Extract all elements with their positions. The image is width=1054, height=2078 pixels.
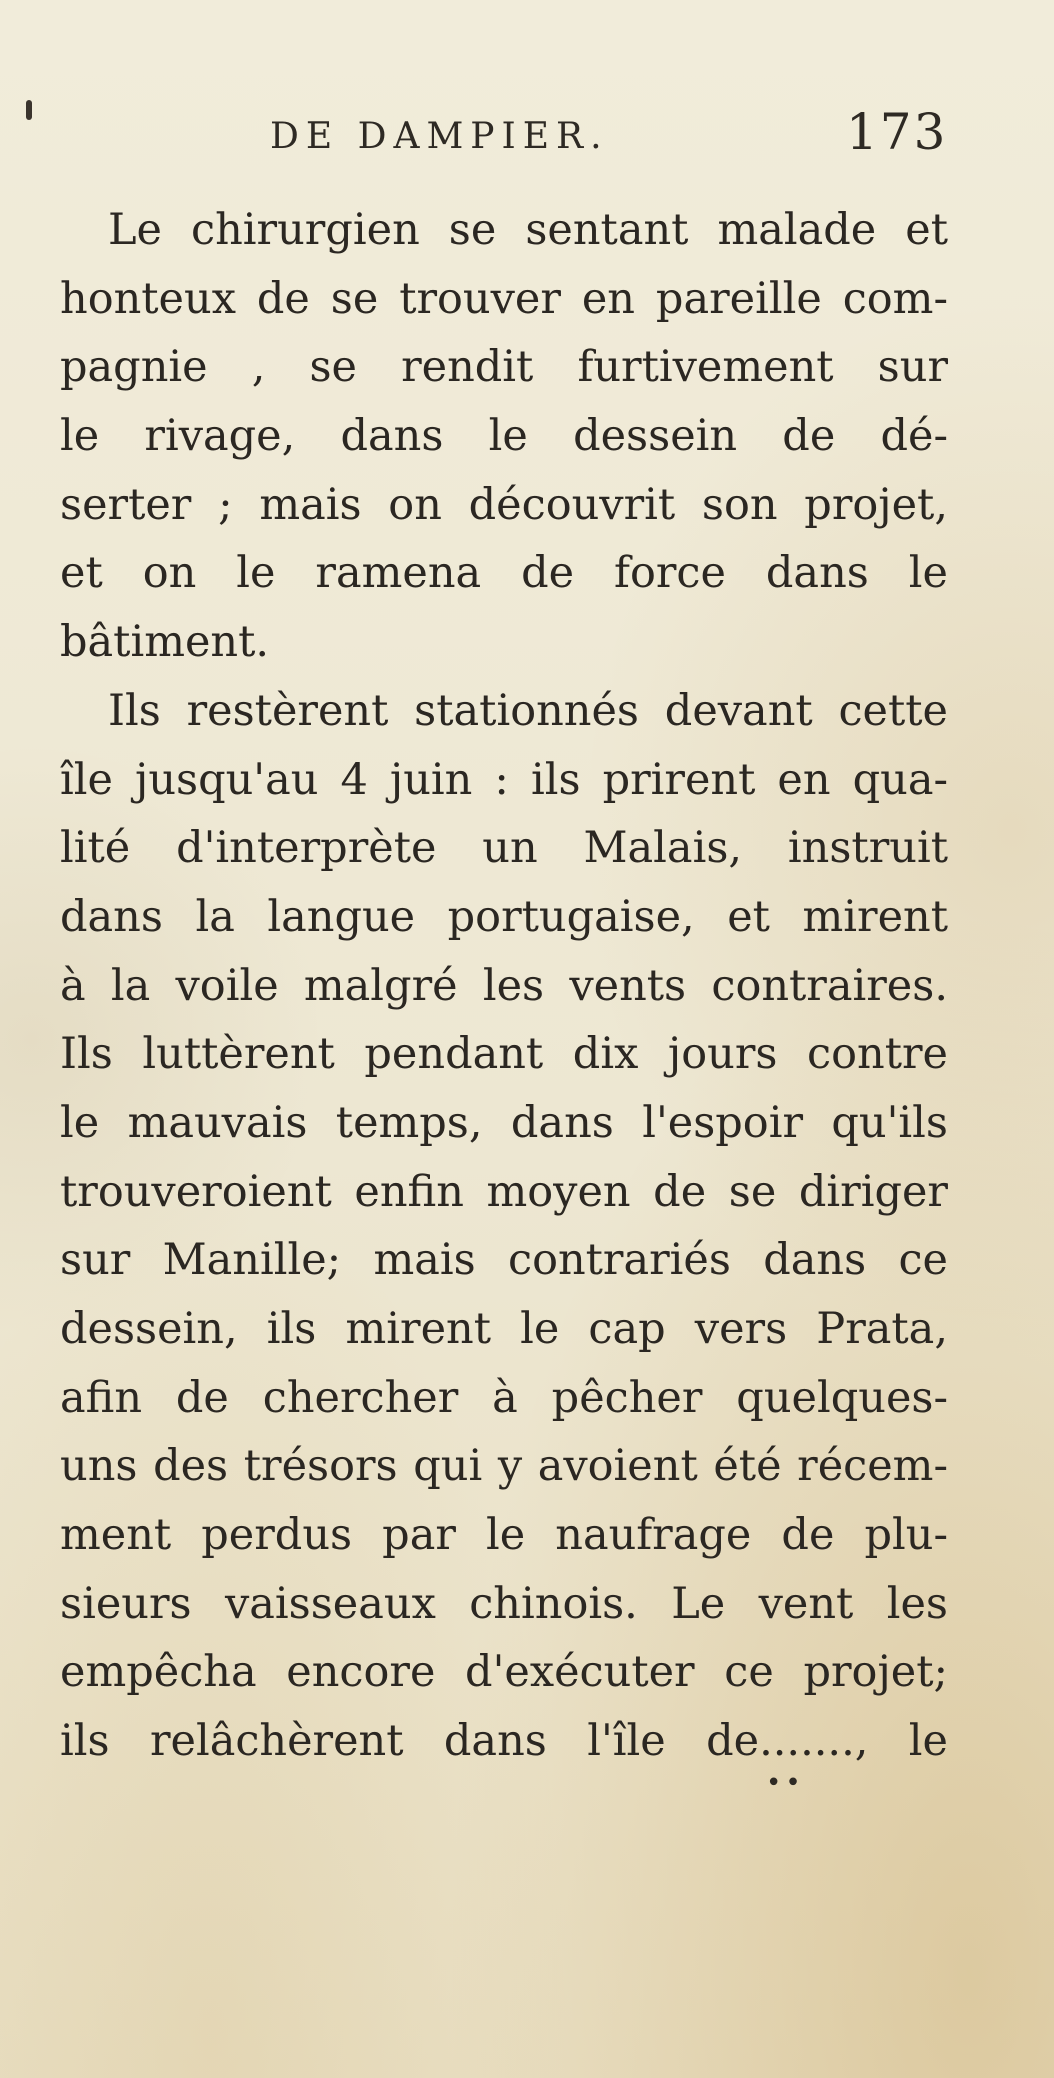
text-line: serter ; mais on découvrit son projet, xyxy=(60,479,948,530)
text-line: empêcha encore d'exécuter ce projet; xyxy=(60,1647,948,1698)
text-line: île jusqu'au 4 juin : ils prirent en qua- xyxy=(60,754,948,805)
text-line: bâtiment. xyxy=(60,617,270,668)
text-line: pagnie , se rendit furtivement sur xyxy=(60,342,948,393)
text-line: le rivage, dans le dessein de dé- xyxy=(60,411,948,462)
page-number: 173 xyxy=(846,103,948,161)
margin-ink-mark xyxy=(26,100,32,120)
text-line: honteux de se trouver en pareille com- xyxy=(60,273,948,324)
text-line: uns des trésors qui y avoient été récem- xyxy=(60,1441,948,1492)
text-line: lité d'interprète un Malais, instruit xyxy=(60,823,948,874)
text-line: dans la langue portugaise, et mirent xyxy=(60,891,948,942)
paragraph-2 xyxy=(60,677,948,1776)
text-line: le mauvais temps, dans l'espoir qu'ils xyxy=(60,1097,948,1148)
text-line: Ils luttèrent pendant dix jours contre xyxy=(60,1029,948,1080)
signature-mark: •• xyxy=(766,1768,805,1798)
text-line: ils relâchèrent dans l'île de......., le xyxy=(60,1716,948,1767)
text-line: et on le ramena de force dans le xyxy=(60,548,948,599)
text-line: ment perdus par le naufrage de plu- xyxy=(60,1510,948,1561)
text-line: trouveroient enfin moyen de se diriger xyxy=(60,1166,948,1217)
paragraph-1 xyxy=(60,196,948,677)
text-line: sieurs vaisseaux chinois. Le vent les xyxy=(60,1578,948,1629)
text-line: à la voile malgré les vents contraires. xyxy=(60,960,948,1011)
text-line: afin de chercher à pêcher quelques- xyxy=(60,1372,948,1423)
running-head: DE DAMPIER. xyxy=(270,116,609,157)
text-line: Le chirurgien se sentant malade et xyxy=(108,205,948,255)
body-text xyxy=(60,196,948,1776)
text-line: sur Manille; mais contrariés dans ce xyxy=(60,1235,948,1286)
text-line: Ils restèrent stationnés devant cette xyxy=(108,685,948,736)
text-line: dessein, ils mirent le cap vers Prata, xyxy=(60,1304,948,1354)
